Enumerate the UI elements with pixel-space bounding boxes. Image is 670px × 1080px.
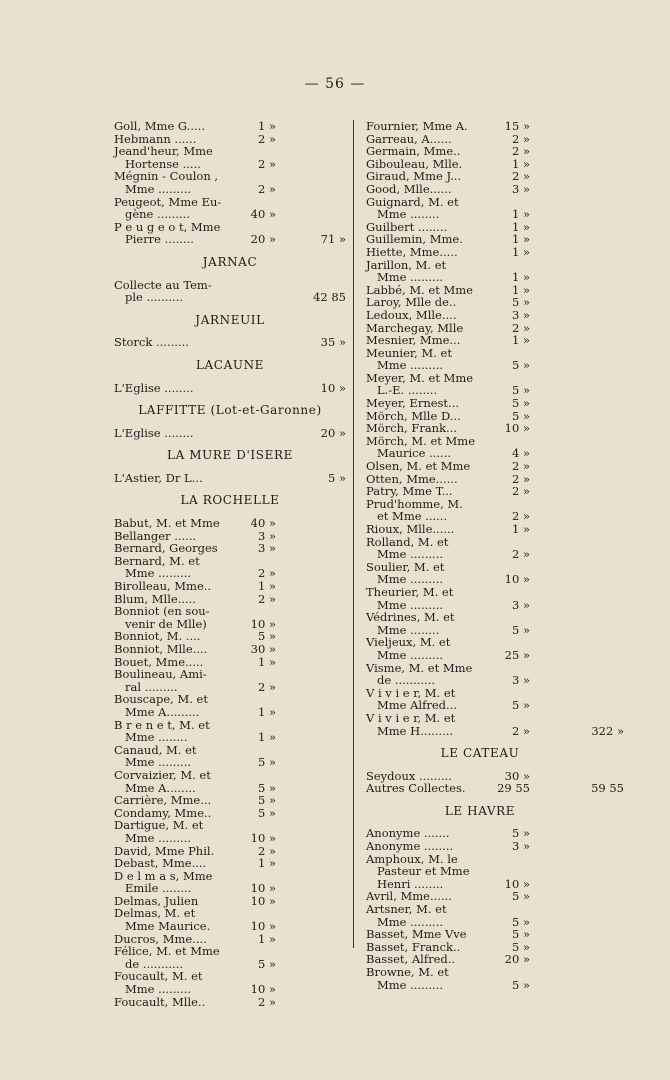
donation-amount: 3 » <box>511 839 530 854</box>
donor-name: Storck ......... <box>114 335 189 350</box>
list-item <box>114 857 346 870</box>
list-item <box>366 397 624 410</box>
donation-amount: 5 » <box>511 939 530 954</box>
donor-name: Prud'homme, M. <box>366 496 463 511</box>
list-item <box>114 517 346 530</box>
donation-amount: 15 » <box>504 119 530 133</box>
donor-name: Vieljeux, M. et <box>366 635 451 650</box>
list-item <box>114 291 346 304</box>
donor-name: Garreau, A...... <box>366 131 452 146</box>
donor-name: Mme ........ <box>366 207 440 222</box>
donation-amount: 2 » <box>511 459 530 474</box>
list-item <box>366 460 624 473</box>
donation-amount: 1 » <box>257 730 276 745</box>
donation-amount: 10 » <box>504 876 530 891</box>
list-item <box>366 725 624 738</box>
donation-amount: 10 » <box>250 919 276 934</box>
list-item <box>114 731 346 744</box>
donor-name: Ledoux, Mlle.... <box>366 307 457 322</box>
list-item <box>366 782 624 795</box>
donation-amount: 10 » <box>504 421 530 436</box>
donor-name: Babut, M. et Mme <box>114 516 220 531</box>
list-item <box>366 246 624 259</box>
donation-amount: 40 » <box>250 207 276 222</box>
donation-amount: 2 » <box>511 723 530 738</box>
list-item <box>366 145 624 158</box>
donor-name: Maurice ...... <box>366 446 452 461</box>
donor-name: Olsen, M. et Mme <box>366 459 471 474</box>
donor-name: Anonyme ........ <box>366 839 454 854</box>
list-item <box>366 359 624 372</box>
donor-name: Mme ......... <box>114 755 192 770</box>
donation-amount: 1 » <box>257 856 276 871</box>
donation-amount: 5 » <box>511 396 530 411</box>
donation-amount: 2 » <box>257 156 276 171</box>
donor-name: P e u g e o t, Mme <box>114 219 221 234</box>
donor-name: Mme ......... <box>366 977 444 992</box>
donation-amount: 5 » <box>511 698 530 713</box>
section-total: 59 55 <box>591 781 624 796</box>
donor-name: Mme ......... <box>366 547 444 562</box>
donor-name: Meyer, Ernest... <box>366 396 460 411</box>
section-heading: LE HAVRE <box>444 803 516 818</box>
donation-amount: 20 » <box>250 232 276 247</box>
list-item <box>366 840 624 853</box>
donor-name: Félice, M. et Mme <box>114 944 220 959</box>
donor-name: et Mme ...... <box>366 509 448 524</box>
donation-amount: 5 » <box>511 889 530 904</box>
donor-name: Mesnier, Mme... <box>366 333 461 348</box>
donation-amount: 1 » <box>511 207 530 222</box>
donation-amount: 10 » <box>250 616 276 631</box>
donor-name: Pierre ........ <box>114 232 194 247</box>
section-total: 322 » <box>591 723 624 738</box>
donation-amount: 10 » <box>504 572 530 587</box>
donation-amount: 3 » <box>511 597 530 612</box>
donor-name: Guilbert ........ <box>366 219 448 234</box>
donor-name: Debast, Mme.... <box>114 856 207 871</box>
donor-name: Bellanger ...... <box>114 528 197 543</box>
list-item <box>366 586 624 599</box>
donor-name: Mme ........ <box>366 622 440 637</box>
donor-name: Mme ......... <box>366 572 444 587</box>
donor-name: Basset, Mme Vve <box>366 927 467 942</box>
donation-amount: 5 » <box>511 914 530 929</box>
donor-name: Basset, Franck.. <box>366 939 461 954</box>
list-item <box>366 903 624 916</box>
donation-amount: 2 » <box>257 131 276 146</box>
section-total: 71 » <box>320 232 346 247</box>
list-item <box>114 542 346 555</box>
donor-name: Mme ......... <box>366 914 444 929</box>
section-heading: LA ROCHELLE <box>180 493 280 508</box>
donor-name: Corvaizier, M. et <box>114 767 211 782</box>
list-item <box>366 422 624 435</box>
donation-amount: 1 » <box>511 333 530 348</box>
donor-name: Condamy, Mme.. <box>114 805 212 820</box>
donor-name: Mme ......... <box>114 181 192 196</box>
donor-name: Avril, Mme...... <box>366 889 452 904</box>
list-item <box>366 649 624 662</box>
donor-name: Giraud, Mme J... <box>366 169 462 184</box>
donation-amount: 10 » <box>250 982 276 997</box>
donor-name: Mme ......... <box>366 647 444 662</box>
donation-amount: 5 » <box>511 408 530 423</box>
donor-name: Mme ......... <box>114 982 192 997</box>
list-item <box>114 427 346 440</box>
list-item <box>114 580 346 593</box>
list-item <box>114 882 346 895</box>
column-divider <box>353 120 354 948</box>
donor-name: Good, Mlle...... <box>366 181 452 196</box>
list-item <box>366 979 624 992</box>
donation-amount: 2 » <box>511 547 530 562</box>
list-item <box>366 309 624 322</box>
donor-name: B r e n e t, M. et <box>114 717 210 732</box>
list-item <box>114 382 346 395</box>
donor-name: Bouet, Mme..... <box>114 654 204 669</box>
right-column <box>366 120 624 991</box>
donor-name: Guillemin, Mme. <box>366 232 463 247</box>
donor-name: Gibouleau, Mlle. <box>366 156 463 171</box>
donor-name: Védrines, M. et <box>366 610 455 625</box>
donor-name: Foucault, Mlle.. <box>114 994 206 1009</box>
section-total: 5 » <box>327 470 346 485</box>
donor-name: Bernard, Georges <box>114 541 218 556</box>
list-item <box>366 271 624 284</box>
donation-amount: 1 » <box>511 244 530 259</box>
donation-amount: 5 » <box>257 956 276 971</box>
donor-name: L.-E. ........ <box>366 383 438 398</box>
donor-name: V i v i e r, M. et <box>366 710 456 725</box>
donation-amount: 2 » <box>511 320 530 335</box>
donor-name: Anonyme ....... <box>366 826 450 841</box>
section-total: 10 » <box>320 380 346 395</box>
list-item <box>114 920 346 933</box>
donor-name: ple .......... <box>114 290 184 305</box>
donor-name: Patry, Mme T... <box>366 484 453 499</box>
donor-name: de ........... <box>366 673 435 688</box>
donor-name: Mme ......... <box>366 597 444 612</box>
donor-name: Otten, Mme...... <box>366 471 458 486</box>
donation-amount: 5 » <box>257 780 276 795</box>
donation-amount: 5 » <box>511 977 530 992</box>
donation-amount: 40 » <box>250 516 276 531</box>
donation-amount: 20 » <box>504 952 530 967</box>
section-total: 35 » <box>320 335 346 350</box>
donor-name: Mme A........ <box>114 780 196 795</box>
donor-name: Labbé, M. et Mme <box>366 282 473 297</box>
donor-name: Mme ......... <box>366 358 444 373</box>
list-item <box>114 643 346 656</box>
donor-name: Rolland, M. et <box>366 534 449 549</box>
donor-name: Theurier, M. et <box>366 584 454 599</box>
donation-amount: 5 » <box>511 927 530 942</box>
donor-name: Birolleau, Mme.. <box>114 579 212 594</box>
list-item <box>366 183 624 196</box>
spacer <box>114 372 346 382</box>
donor-name: venir de Mlle) <box>114 616 207 631</box>
donor-name: Pasteur et Mme <box>366 864 470 879</box>
donor-name: Visme, M. et Mme <box>366 660 473 675</box>
donor-name: Basset, Alfred.. <box>366 952 456 967</box>
donation-amount: 5 » <box>511 295 530 310</box>
donation-amount: 1 » <box>257 119 276 133</box>
donor-name: Amphoux, M. le <box>366 851 458 866</box>
donation-amount: 2 » <box>511 471 530 486</box>
list-item <box>366 865 624 878</box>
donation-amount: 5 » <box>257 805 276 820</box>
donor-name: gène ......... <box>114 207 190 222</box>
donor-name: Mme Alfred... <box>366 698 457 713</box>
section-heading: LE CATEAU <box>440 746 520 761</box>
donation-amount: 2 » <box>511 484 530 499</box>
donor-name: Bouscape, M. et <box>114 692 208 707</box>
donor-name: Jeand'heur, Mme <box>114 144 213 159</box>
donation-amount: 1 » <box>511 282 530 297</box>
donor-name: Browne, M. et <box>366 965 449 979</box>
section-heading: JARNAC <box>202 254 258 269</box>
donation-amount: 3 » <box>257 541 276 556</box>
donation-amount: 5 » <box>257 793 276 808</box>
donor-name: Mme ........ <box>114 730 188 745</box>
donation-amount: 2 » <box>257 843 276 858</box>
page-number: — 56 — <box>304 76 366 92</box>
donor-name: Mme ......... <box>114 830 192 845</box>
donor-name: Delmas, M. et <box>114 906 196 921</box>
donor-name: Henri ........ <box>366 876 444 891</box>
list-item <box>366 611 624 624</box>
donor-name: Mörch, Frank... <box>366 421 458 436</box>
donation-amount: 5 » <box>511 622 530 637</box>
section-total: 42 85 <box>313 290 346 305</box>
donor-name: Mörch, Mlle D... <box>366 408 461 423</box>
donor-name: Ducros, Mme.... <box>114 931 207 946</box>
donor-name: Carrière, Mme... <box>114 793 212 808</box>
donation-amount: 3 » <box>511 307 530 322</box>
donor-name: ral ......... <box>114 679 178 694</box>
donation-amount: 1 » <box>257 654 276 669</box>
donation-amount: 2 » <box>511 169 530 184</box>
list-item <box>366 712 624 725</box>
donor-name: Soulier, M. et <box>366 559 445 574</box>
donor-name: Mörch, M. et Mme <box>366 433 476 448</box>
donor-name: Dartigue, M. et <box>114 818 204 833</box>
donation-amount: 1 » <box>511 522 530 536</box>
donor-name: Marchegay, Mlle <box>366 320 464 335</box>
donor-name: Hebmann ...... <box>114 131 197 146</box>
list-item <box>366 120 624 133</box>
list-item <box>366 928 624 941</box>
donor-name: L'Astier, Dr L... <box>114 470 203 485</box>
donation-amount: 2 » <box>511 144 530 159</box>
donation-amount: 1 » <box>257 579 276 594</box>
donation-amount: 5 » <box>511 826 530 841</box>
donor-name: Mégnin - Coulon , <box>114 169 219 184</box>
donation-amount: 5 » <box>511 358 530 373</box>
list-item <box>366 208 624 221</box>
list-item <box>114 120 346 133</box>
donor-name: Mme Maurice. <box>114 919 211 934</box>
donor-name: Seydoux ......... <box>366 768 452 783</box>
list-item <box>114 145 346 158</box>
donation-amount: 1 » <box>511 270 530 285</box>
donor-name: Meunier, M. et <box>366 345 452 360</box>
list-item <box>114 183 346 196</box>
donor-name: D e l m a s, Mme <box>114 868 213 883</box>
donor-name: Mme H......... <box>366 723 454 738</box>
donation-amount: 29 55 <box>497 781 530 796</box>
donation-amount: 3 » <box>511 673 530 688</box>
donor-name: Foucault, M. et <box>114 969 203 984</box>
section-heading: LAFFITTE (Lot-et-Garonne) <box>138 403 322 418</box>
list-item <box>114 794 346 807</box>
donation-amount: 3 » <box>257 528 276 543</box>
list-item <box>366 674 624 687</box>
list-item <box>114 472 346 485</box>
donor-name: Mme A......... <box>114 704 200 719</box>
list-item <box>114 706 346 719</box>
list-item <box>114 233 346 246</box>
donor-name: Bonniot, M. .... <box>114 629 201 644</box>
donor-name: Mme ......... <box>366 270 444 285</box>
donation-amount: 10 » <box>250 881 276 896</box>
donation-amount: 3 » <box>511 181 530 196</box>
list-item <box>114 605 346 618</box>
donation-amount: 2 » <box>511 131 530 146</box>
donor-name: Canaud, M. et <box>114 742 197 757</box>
donor-name: Hortense ..... <box>114 156 201 171</box>
donation-amount: 2 » <box>257 679 276 694</box>
donor-name: Guignard, M. et <box>366 194 459 209</box>
donation-amount: 2 » <box>511 509 530 524</box>
list-item <box>366 966 624 979</box>
donor-name: de ........... <box>114 956 183 971</box>
section-heading: JARNEUIL <box>195 312 265 327</box>
donor-name: Boulineau, Ami- <box>114 667 207 682</box>
donation-amount: 1 » <box>511 219 530 234</box>
donor-name: V i v i e r, M. et <box>366 685 456 700</box>
donation-amount: 5 » <box>511 383 530 398</box>
donation-amount: 2 » <box>257 591 276 606</box>
donor-name: Rioux, Mlle...... <box>366 522 455 536</box>
list-item <box>366 334 624 347</box>
donor-name: Bonniot, Mlle.... <box>114 642 208 656</box>
list-item <box>114 832 346 845</box>
donation-amount: 30 » <box>504 768 530 783</box>
list-item <box>114 208 346 221</box>
section-heading: LACAUNE <box>195 357 265 372</box>
donor-name: Meyer, M. et Mme <box>366 370 474 385</box>
donor-name: Artsner, M. et <box>366 902 447 917</box>
list-item <box>114 769 346 782</box>
donation-amount: 5 » <box>257 755 276 770</box>
section-total: 20 » <box>320 425 346 440</box>
list-item <box>114 668 346 681</box>
donor-name: Goll, Mme G..... <box>114 119 205 133</box>
list-item <box>366 485 624 498</box>
donor-name: Laroy, Mlle de.. <box>366 295 457 310</box>
donation-amount: 2 » <box>257 566 276 581</box>
list-item <box>366 548 624 561</box>
list-item <box>114 983 346 996</box>
donation-amount: 1 » <box>511 156 530 171</box>
left-column <box>114 120 346 1008</box>
donor-name: Mme ......... <box>114 566 192 581</box>
donor-name: Emile ........ <box>114 881 192 896</box>
donor-name: Delmas, Julien <box>114 893 199 908</box>
list-item <box>366 523 624 536</box>
donation-amount: 1 » <box>257 931 276 946</box>
section-heading: LA MURE D'ISERE <box>167 448 293 463</box>
donation-amount: 5 » <box>257 629 276 644</box>
donation-amount: 2 » <box>257 181 276 196</box>
donor-name: Autres Collectes. <box>366 781 466 796</box>
donation-amount: 10 » <box>250 830 276 845</box>
donor-name: Jarillon, M. et <box>366 257 447 272</box>
list-item <box>114 945 346 958</box>
donation-amount: 1 » <box>511 232 530 247</box>
donor-name: L'Eglise ........ <box>114 380 194 395</box>
donor-name: Peugeot, Mme Eu- <box>114 194 222 209</box>
donor-name: Hiette, Mme..... <box>366 244 458 259</box>
donation-amount: 10 » <box>250 893 276 908</box>
donation-amount: 1 » <box>257 704 276 719</box>
donor-name: Bernard, M. et <box>114 553 200 568</box>
donation-amount: 2 » <box>257 994 276 1009</box>
list-item <box>114 336 346 349</box>
donor-name: Collecte au Tem- <box>114 277 212 292</box>
donor-name: Germain, Mme.. <box>366 144 461 159</box>
donation-amount: 30 » <box>250 642 276 656</box>
donation-amount: 25 » <box>504 647 530 662</box>
donor-name: Bonniot (en sou- <box>114 604 210 619</box>
donor-name: Blum, Mlle..... <box>114 591 196 606</box>
list-item <box>114 996 346 1009</box>
donor-name: Fournier, Mme A. <box>366 119 468 133</box>
donor-name: David, Mme Phil. <box>114 843 215 858</box>
donation-amount: 4 » <box>511 446 530 461</box>
donor-name: L'Eglise ........ <box>114 425 194 440</box>
